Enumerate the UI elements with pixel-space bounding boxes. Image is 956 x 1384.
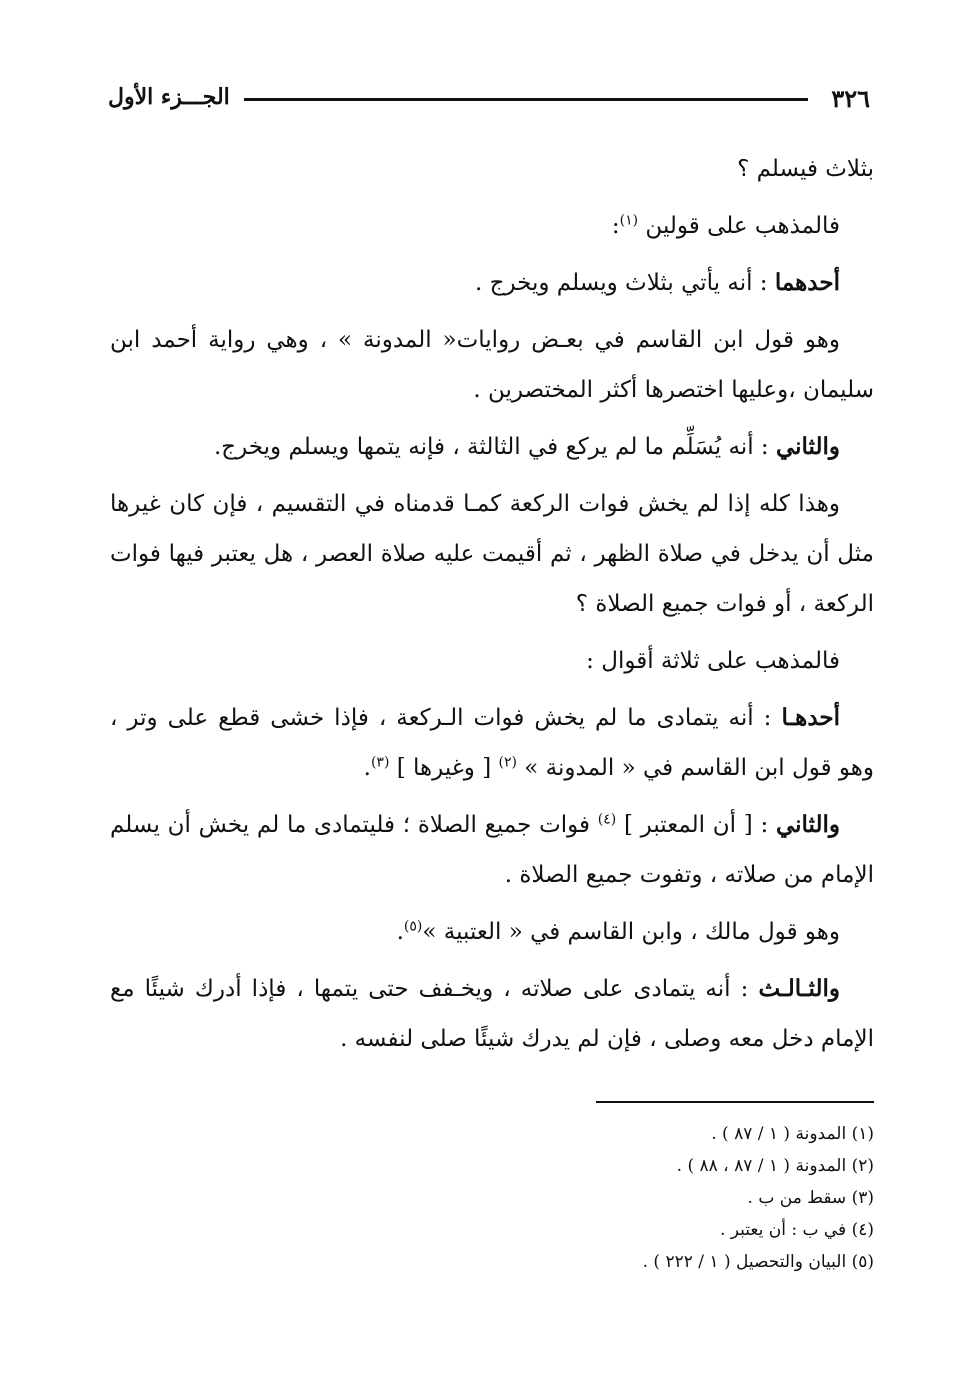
page-header: [108, 84, 870, 118]
footnote-ref: (١): [619, 212, 639, 229]
paragraph-first-of-three: [110, 693, 874, 793]
opinion-term: والثاني: [775, 811, 840, 838]
paragraph-second-of-three: [110, 800, 874, 900]
paragraph-text: وهو قول مالك ، وابن القاسم في « العتبية »: [422, 919, 840, 945]
paragraph-text: فوات جميع الصلاة ؛ فليتمادى ما لم يخش أن يسلم الإمام من صلاته ، وتفوت جميع الصلاة .: [110, 812, 874, 888]
footnote-ref: (٤): [597, 811, 617, 828]
paragraph-text: :: [611, 213, 620, 239]
footnote-rule: [596, 1101, 874, 1103]
opinion-term: والثـالـث: [758, 975, 840, 1002]
page-number: ٣٢٦: [831, 84, 870, 113]
paragraph-text: بثلاث فيسلم ؟: [737, 156, 874, 182]
paragraph-text: : أنه يُسَلِّم ما لم يركع في الثالثة ، فإنه يتمها ويسلم ويخرج.: [213, 434, 776, 460]
paragraph-text: : [ أن المعتبر ]: [616, 812, 776, 838]
paragraph-division: [110, 479, 874, 629]
footnote-5: (٥) البيان والتحصيل ( ١ / ٢٢٢ ) .: [642, 1252, 874, 1272]
footnote-ref: (٣): [370, 754, 390, 771]
opinion-term: والثاني: [775, 433, 840, 460]
main-text: [110, 144, 874, 1071]
footnote-3: (٣) سقط من ب .: [747, 1188, 874, 1208]
footnote-2: (٢) المدونة ( ١ / ٨٧ ، ٨٨ ) .: [676, 1156, 874, 1176]
paragraph-text: .: [396, 919, 404, 945]
opinion-term: أحدهـا: [781, 704, 840, 731]
paragraph-text: فالمذهب على ثلاثة أقوال :: [586, 648, 840, 674]
paragraph-text: فالمذهب على قولين: [638, 213, 840, 239]
paragraph-three-opinions: [110, 636, 874, 686]
footnotes: [110, 1120, 874, 1280]
paragraph-text: وهذا كله إذا لم يخش فوات الركعة كمـا قدمناه في التقسيم ، فإن كان غيرها مثل أن يدخل في صلاة الظهر ، ثم أقيمت عليه صلاة العصر ، هل يعتبر فيها فوات الركعة ، أو فوات جميع الصلاة ؟: [110, 491, 874, 617]
paragraph-second-opinion: [110, 422, 874, 472]
header-rule: [244, 98, 808, 101]
footnote-ref: (٢): [498, 754, 517, 771]
opinion-term: أحدهما: [774, 269, 840, 296]
footnote-ref: (٥): [403, 918, 423, 935]
paragraph-continuation: [110, 144, 874, 194]
paragraph-text: : أنه يتمادى على صلاته ، ويخـفف حتى يتمها ، فإذا أدرك شيئًا مع الإمام دخل معه وصلى ، فإن لم يدرك شيئًا صلى لنفسه .: [110, 976, 874, 1052]
paragraph-text: : أنه يأتي بثلاث ويسلم ويخرج .: [474, 270, 775, 296]
footnote-4: (٤) في ب : أن يعتبر .: [719, 1220, 874, 1240]
paragraph-two-opinions: [110, 201, 874, 251]
paragraph-malik: [110, 907, 874, 957]
paragraph-text: وهو قول ابن القاسم في بعـض روايات« المدونة » ، وهي رواية أحمد ابن سليمان ،وعليها اختصرها أكثر المختصرين .: [110, 327, 874, 403]
paragraph-ibn-qasim: [110, 315, 874, 415]
paragraph-text: .: [363, 755, 371, 781]
paragraph-text: : أنه يتمادى ما لم يخش فوات الـركعة ، فإذا خشى قطع على وتر ، وهو قول ابن القاسم في « المدونة »: [110, 705, 874, 781]
volume-title: الجـــزء الأول: [108, 84, 230, 110]
paragraph-third-of-three: [110, 964, 874, 1064]
footnote-1: (١) المدونة ( ١ / ٨٧ ) .: [711, 1124, 874, 1144]
paragraph-first-opinion: [110, 258, 874, 308]
paragraph-text: [ وغيرها ]: [389, 755, 499, 781]
